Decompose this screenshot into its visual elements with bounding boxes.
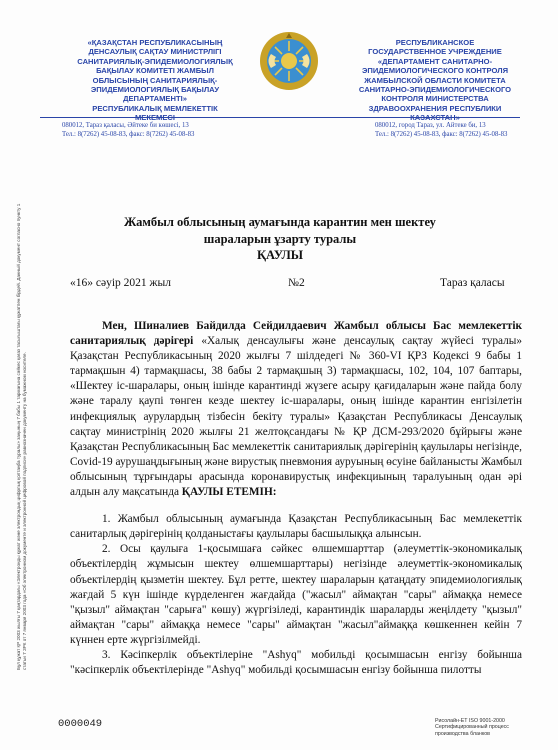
- intro-paragraph: [70, 319, 522, 500]
- intro-resolution: ҚАУЛЫ ЕТЕМІН:: [181, 486, 277, 499]
- paragraph-2: 2. Осы қаулыға 1-қосымшаға сәйкес өлшемшарттар (әлеуметтік-экономикалық объектілердің жұмысын шектеу өлшемшарттары) негізінде әлеуметтік-экономикалық объектілердің қызметін шектеу. Бұл ретте, шектеу шараларын қатаңдату эпидемиологиялық жағдай 5 күн ішінде күрделенген жағдайда ("жасыл" аймақтан "сары" аймаққа немесе "қызыл" аймақтан "сарыға" көшу) жүргізіледі, карантиндік шараларды жеңілдету "қызыл" аймақтан "сары" аймаққа немесе "сары" аймақтан "жасыл"аймаққа көшкеннен кейін 7 күннен ерте жүргізілмейді.: [70, 543, 522, 646]
- header-left-line: ОБЛЫСЫНЫҢ САНИТАРИЯЛЫҚ-: [92, 75, 218, 85]
- header-right-line: ЖАМБЫЛСКОЙ ОБЛАСТИ КОМИТЕТА: [364, 75, 506, 85]
- paragraph-1: 1. Жамбыл облысының аумағында Қазақстан Республикасының Бас мемлекеттік санитарлық дәрігерінің қолданыстағы қаулылары басшылыққа алынсын.: [70, 513, 522, 541]
- header-left-line: ДЕНСАУЛЫҚ САҚТАУ МИНИСТРЛІГІ: [88, 47, 222, 57]
- print-certification: [435, 718, 527, 737]
- header-left-institution-kz: [50, 38, 260, 123]
- address-ru: [375, 121, 507, 139]
- cert-line: Сертифицированный процесс: [435, 724, 509, 731]
- header-left-line: ДЕПАРТАМЕНТІ»: [123, 94, 187, 104]
- header-right-line: РЕСПУБЛИКАНСКОЕ: [395, 38, 475, 47]
- header-right-line: ЗДРАВООХРАНЕНИЯ РЕСПУБЛИКИ: [368, 103, 502, 113]
- document-number: №2: [288, 277, 305, 289]
- header-right-line: ГОСУДАРСТВЕННОЕ УЧРЕЖДЕНИЕ: [368, 47, 502, 57]
- header-left-line: РЕСПУБЛИКАЛЫҚ МЕМЛЕКЕТТІК: [92, 103, 218, 113]
- document-date: «16» сәуір 2021 жыл: [70, 277, 171, 289]
- document-title: [40, 214, 520, 264]
- cert-line: производства бланков: [435, 730, 490, 737]
- header-left-line: ЭПИДЕМИОЛОГИЯЛЫҚ БАҚЫЛАУ: [90, 85, 220, 95]
- header-left-line: САНИТАРИЯЛЫҚ-ЭПИДЕМИОЛОГИЯЛЫҚ: [77, 56, 233, 66]
- address-line: 080012, город Тараз, ул. Айтеке би, 13: [375, 122, 486, 129]
- header-right-institution-ru: [330, 38, 540, 123]
- header-divider: [40, 117, 520, 118]
- paragraph-3: 3. Кәсіпкерлік объектілеріне "Ashyq" мобильді қосымшасын енгізу бойынша "кәсіпкерлік объектілерінде "Ashyq" мобильді қосымшасын енгізу бойынша пилотты: [70, 648, 522, 677]
- form-serial-number: 0000049: [58, 718, 103, 730]
- header-right-line: САНИТАРНО-ЭПИДЕМИОЛОГИЧЕСКОГО: [358, 85, 512, 95]
- phone-line: Тел.: 8(7262) 45-08-83, факс: 8(7262) 45-08-83: [375, 131, 508, 138]
- address-kz: [62, 121, 194, 139]
- state-emblem-icon: [258, 30, 320, 92]
- cert-line: Рисолайн-ЕТ ISO 9001-2000: [435, 718, 505, 724]
- header-right-line: КОНТРОЛЯ МИНИСТЕРСТВА: [381, 94, 489, 104]
- document-city: Тараз қаласы: [440, 277, 505, 289]
- document-body: [70, 319, 522, 678]
- header-right-line: ЭПИДЕМИОЛОГИЧЕСКОГО КОНТРОЛЯ: [361, 66, 509, 76]
- intro-text: «Халық денсаулығы және денсаулық сақтау жүйесі туралы» Қазақстан Республикасының 2020 жылғы 7 шілдедегі № 360-VI ҚРЗ Кодексі 9 бабы 1 тармақшын 4) тармақшасы, 38 бабы 2 тармақшың 3) тармақшасы, 102, 104, 107 баптары, «Шектеу іс-шаралары, оның ішінде карантинді жүзеге асыру қағидаларын және пайда болу және таралу қаупі төнген кезде шектеу іс-шаралары, оның ішінде карантин енгізілетін инфекциялық аурулардың тізбесін бекіту туралы» Қазақстан Республикасы Денсаулық сақтау министрінің 2020 жылғы 21 желтоқсандағы № ҚР ДСМ-293/2020 бұйрығы және Қазақстан Республикасының Бас мемлекеттік санитариялық дәрігерінің қаулылары негізінде, Covid-19 аурушаңдығының және вирустық пневмония ауруының өсуіне байланысты Жамбыл облысының тұрғындары арасында коронавирустық инфекциының таралуының одан әрі алдын алу мақсатында: [70, 335, 522, 499]
- intro-bold: Мен, Шиналиев Байдилда Сейдилдаевич Жамбыл облысы Бас мемлекеттік санитариялық дәрігері: [70, 320, 522, 348]
- side-legal-note: [16, 200, 36, 670]
- address-line: 080012, Тараз қаласы, Әйтеке би көшесі, 13: [62, 122, 189, 129]
- header-left-line: БАҚЫЛАУ КОМИТЕТІ ЖАМБЫЛ: [96, 66, 214, 76]
- title-line-3: ҚАУЛЫ: [256, 248, 304, 262]
- side-legal-note-text: Бұл құжат ҚР 2003 жылғы 7 қаңтардағы «Электронды құжат және электрондық цифрлық қолтаңба туралы» заңының 7 бабы 1 тармағына сәйкес қағаз тасығыштағы құжатпен бірдей. Данный документ согласно пункту 1 статьи 7 ЗРК от 7 января 2003 года «Об электронном документе и электронной цифровой подписи» равнозначен документу на бумажном носителе.: [16, 203, 27, 670]
- header-right-line: «ДЕПАРТАМЕНТ САНИТАРНО-: [377, 56, 493, 66]
- title-line-2: шараларын ұзарту туралы: [203, 231, 357, 246]
- title-line-1: Жамбыл облысының аумағында карантин мен шектеу: [124, 215, 436, 229]
- phone-line: Тел.: 8(7262) 45-08-83, факс: 8(7262) 45-08-83: [62, 131, 195, 138]
- header-left-line: «ҚАЗАҚСТАН РЕСПУБЛИКАСЫНЫҢ: [87, 38, 223, 47]
